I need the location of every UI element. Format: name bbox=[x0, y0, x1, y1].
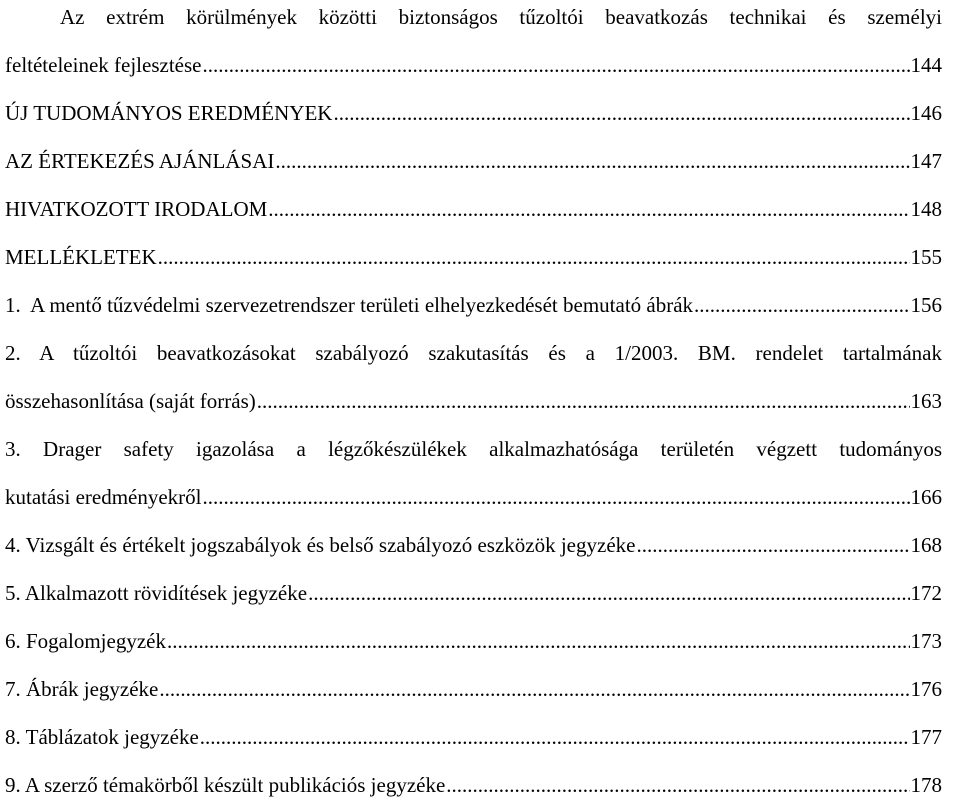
dot-leader bbox=[158, 233, 910, 281]
dot-leader bbox=[446, 761, 909, 809]
toc-entry[interactable] bbox=[5, 233, 942, 281]
toc-entry[interactable] bbox=[5, 665, 942, 713]
toc-entry[interactable] bbox=[5, 569, 942, 617]
toc-page-number: 172 bbox=[910, 581, 942, 605]
toc-entry[interactable] bbox=[5, 713, 942, 761]
toc-entry-title: 9. A szerző témakörből készült publikációs jegyzéke bbox=[5, 773, 446, 797]
toc-page-number: 144 bbox=[910, 53, 942, 77]
dot-leader bbox=[159, 665, 909, 713]
toc-entry-title: 4. Vizsgált és értékelt jogszabályok és belső szabályozó eszközök jegyzéke bbox=[5, 533, 636, 557]
toc-page-number: 148 bbox=[910, 197, 942, 221]
toc-entry-title: AZ ÉRTEKEZÉS AJÁNLÁSAI bbox=[5, 149, 275, 173]
toc-entry-title: 5. Alkalmazott rövidítések jegyzéke bbox=[5, 581, 308, 605]
dot-leader bbox=[308, 569, 909, 617]
dot-leader bbox=[203, 473, 910, 521]
toc-entry[interactable] bbox=[5, 185, 942, 233]
toc-entry[interactable] bbox=[5, 0, 942, 89]
toc-entry-title-first-line: 3. Drager safety igazolása a légzőkészülékek alkalmazhatósága területén végzett tudományos bbox=[5, 437, 942, 461]
toc-entry-title: 6. Fogalomjegyzék bbox=[5, 629, 166, 653]
toc-entry-title: HIVATKOZOTT IRODALOM bbox=[5, 197, 268, 221]
toc-entry-line bbox=[5, 41, 942, 89]
toc-entry[interactable] bbox=[5, 281, 942, 329]
toc-entry[interactable] bbox=[5, 617, 942, 665]
toc-entry-title: 1. A mentő tűzvédelmi szervezetrendszer területi elhelyezkedését bemutató ábrák bbox=[5, 293, 694, 317]
toc-page-number: 147 bbox=[910, 149, 942, 173]
toc-entry-title: ÚJ TUDOMÁNYOS EREDMÉNYEK bbox=[5, 101, 333, 125]
toc-page-number: 146 bbox=[910, 101, 942, 125]
dot-leader bbox=[200, 713, 910, 761]
toc-page-number: 178 bbox=[910, 773, 942, 797]
toc-page-number: 177 bbox=[910, 725, 942, 749]
dot-leader bbox=[202, 41, 909, 89]
dot-leader bbox=[333, 89, 909, 137]
dot-leader bbox=[694, 281, 909, 329]
toc-entry-title: 7. Ábrák jegyzéke bbox=[5, 677, 159, 701]
toc-page-number: 163 bbox=[910, 389, 942, 413]
toc-page-number: 168 bbox=[910, 533, 942, 557]
dot-leader bbox=[268, 185, 909, 233]
toc-page-number: 166 bbox=[910, 485, 942, 509]
toc-page-number: 156 bbox=[910, 293, 942, 317]
dot-leader bbox=[257, 377, 910, 425]
toc-entry-title: feltételeinek fejlesztése bbox=[5, 53, 202, 77]
toc-entry[interactable] bbox=[5, 137, 942, 185]
toc-entry[interactable] bbox=[5, 521, 942, 569]
toc-entry[interactable] bbox=[5, 761, 942, 809]
toc-page-number: 155 bbox=[910, 245, 942, 269]
toc-entry[interactable] bbox=[5, 425, 942, 521]
toc-entry-title: összehasonlítása (saját forrás) bbox=[5, 389, 256, 413]
toc-entry[interactable] bbox=[5, 329, 942, 425]
toc-entry-line bbox=[5, 377, 942, 425]
dot-leader bbox=[167, 617, 910, 665]
dot-leader bbox=[636, 521, 909, 569]
toc-entry-title: MELLÉKLETEK bbox=[5, 245, 157, 269]
toc-entry-title: 8. Táblázatok jegyzéke bbox=[5, 725, 199, 749]
toc-entry-line bbox=[5, 473, 942, 521]
toc-entry-title-first-line: 2. A tűzoltói beavatkozásokat szabályozó szakutasítás és a 1/2003. BM. rendelet tartalmának bbox=[5, 341, 942, 365]
toc-page-number: 173 bbox=[910, 629, 942, 653]
toc-entry-title-first-line: Az extrém körülmények közötti biztonságos tűzoltói beavatkozás technikai és személyi bbox=[60, 5, 942, 29]
toc-entry[interactable] bbox=[5, 89, 942, 137]
toc-page-number: 176 bbox=[910, 677, 942, 701]
dot-leader bbox=[275, 137, 909, 185]
toc-entry-title: kutatási eredményekről bbox=[5, 485, 202, 509]
